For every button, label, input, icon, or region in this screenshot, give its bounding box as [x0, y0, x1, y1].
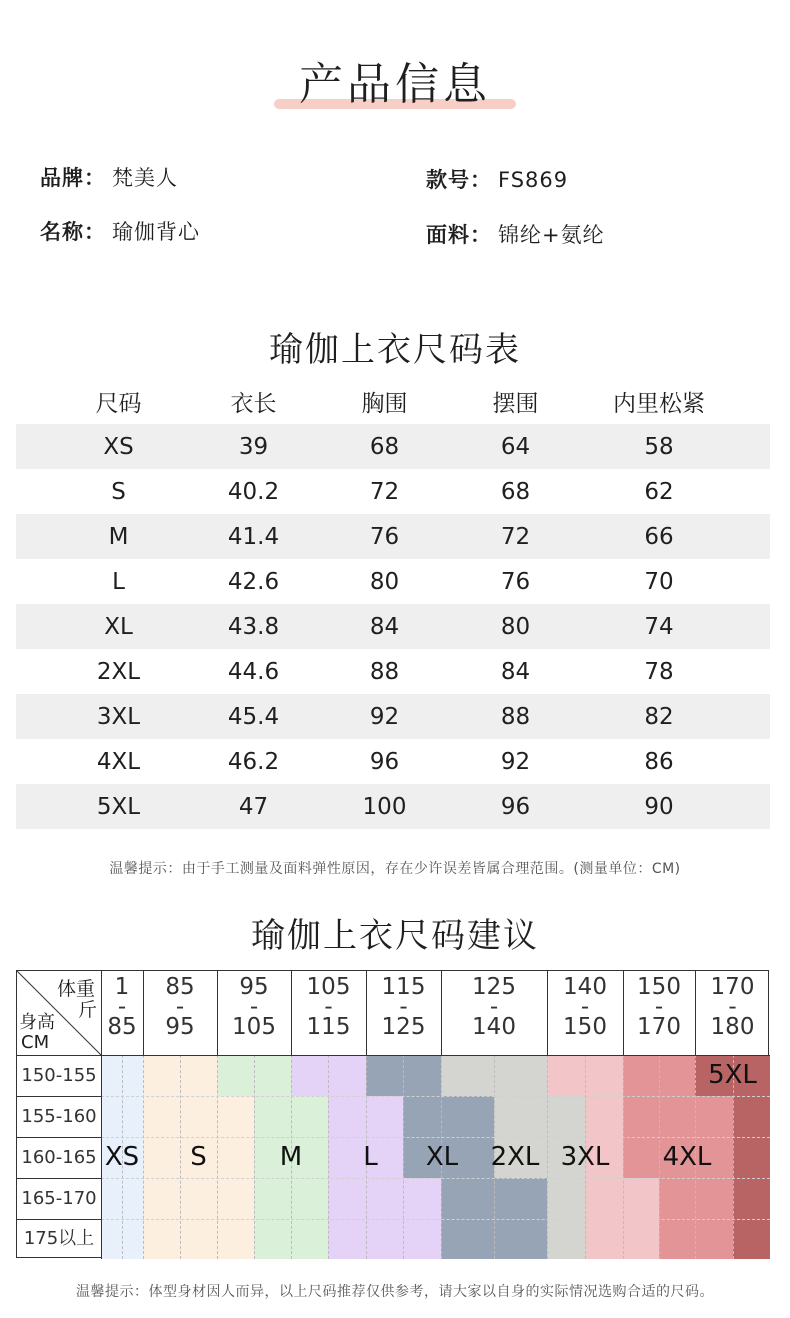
table-row — [16, 784, 770, 829]
cell-length: 42.6 — [227, 568, 280, 595]
weight-range-part: 115 — [306, 1014, 351, 1040]
info-name — [40, 218, 200, 246]
weight-range-part: - — [249, 994, 259, 1020]
page-title: 产品信息 — [299, 59, 491, 110]
weight-range-header — [217, 974, 291, 1040]
cell-chest: 68 — [369, 433, 400, 460]
cell-chest: 96 — [369, 748, 400, 775]
weight-range-part: 140 — [472, 1014, 516, 1040]
size-table-header-row — [16, 378, 770, 424]
weight-range-part: 85 — [165, 974, 195, 1000]
corner-height-label: 身高 — [19, 1012, 55, 1033]
weight-range-header — [366, 974, 441, 1040]
weight-range-part: - — [399, 994, 408, 1020]
cell-hem: 84 — [500, 658, 531, 685]
height-row-label: 160-165 — [21, 1147, 97, 1168]
height-row-label: 165-170 — [21, 1188, 97, 1209]
info-style-no — [426, 166, 568, 194]
weight-range-part: - — [175, 994, 185, 1020]
grid-dash-h — [101, 1178, 770, 1179]
weight-range-part: 105 — [306, 974, 351, 1000]
size-label: M — [279, 1142, 303, 1172]
size-table-title: 瑜伽上衣尺码表 — [269, 330, 521, 370]
cell-length: 47 — [238, 793, 269, 820]
size-label: 5XL — [708, 1060, 757, 1090]
size-table-note: 温馨提示：由于手工测量及面料弹性原因，存在少许误差皆属合理范围。(测量单位：CM) — [109, 861, 681, 877]
weight-range-part: 150 — [637, 974, 681, 1000]
weight-range-part: 150 — [563, 1014, 607, 1040]
weight-range-header — [441, 974, 547, 1040]
height-row-label: 150-155 — [21, 1065, 97, 1086]
table-row — [16, 424, 770, 469]
corner-height-unit: CM — [21, 1032, 50, 1053]
header-chest: 胸围 — [361, 390, 408, 417]
info-value: 锦纶+氨纶 — [498, 223, 605, 247]
cell-hem: 68 — [500, 478, 531, 505]
cell-inner-elastic: 74 — [644, 613, 674, 640]
cell-inner-elastic: 90 — [644, 793, 674, 820]
cell-hem: 92 — [500, 748, 531, 775]
corner-weight-unit: 斤 — [78, 999, 98, 1021]
cell-size: XS — [103, 433, 134, 460]
size-label: L — [363, 1142, 378, 1172]
cell-chest: 84 — [369, 613, 400, 640]
weight-range-part: 95 — [165, 1014, 195, 1040]
grid-dash-v — [403, 1055, 404, 1259]
table-row — [16, 739, 770, 784]
cell-size: 4XL — [96, 748, 141, 775]
weight-range-part: - — [654, 994, 664, 1020]
cell-length: 43.8 — [227, 613, 280, 640]
grid-dash-h — [101, 1219, 770, 1220]
cell-size: L — [112, 568, 125, 595]
weight-range-part: 115 — [381, 974, 426, 1000]
grid-dash-v — [217, 1055, 218, 1259]
cell-inner-elastic: 66 — [644, 523, 674, 550]
cell-size: M — [108, 523, 129, 550]
grid-dash-v — [623, 1055, 624, 1259]
cell-size: XL — [104, 613, 133, 640]
cell-chest: 76 — [369, 523, 400, 550]
cell-length: 40.2 — [227, 478, 280, 505]
cell-length: 44.6 — [227, 658, 280, 685]
weight-range-header — [695, 974, 770, 1040]
table-row — [16, 559, 770, 604]
cell-hem: 88 — [500, 703, 531, 730]
size-label: XL — [425, 1142, 459, 1172]
weight-range-part: - — [117, 994, 127, 1020]
height-row-label: 155-160 — [21, 1106, 97, 1127]
table-row — [16, 514, 770, 559]
header-size: 尺码 — [95, 390, 142, 417]
cell-hem: 96 — [500, 793, 531, 820]
cell-length: 46.2 — [227, 748, 280, 775]
cell-length: 45.4 — [227, 703, 280, 730]
cell-chest: 88 — [369, 658, 400, 685]
size-table — [16, 378, 770, 829]
cell-hem: 80 — [500, 613, 531, 640]
weight-range-part: 140 — [563, 974, 607, 1000]
weight-range-header — [291, 974, 366, 1040]
info-key: 名称： — [40, 220, 106, 244]
weight-range-header — [101, 974, 143, 1040]
weight-range-part: - — [489, 994, 499, 1020]
cell-inner-elastic: 78 — [644, 658, 674, 685]
info-key: 款号： — [426, 168, 492, 192]
info-value: 瑜伽背心 — [112, 220, 200, 244]
cell-length: 41.4 — [227, 523, 280, 550]
weight-range-part: 85 — [107, 1014, 137, 1040]
header-inner-elastic: 内里松紧 — [613, 390, 705, 417]
info-value: 梵美人 — [112, 166, 178, 190]
cell-inner-elastic: 86 — [644, 748, 674, 775]
weight-range-part: - — [728, 994, 737, 1020]
cell-inner-elastic: 82 — [644, 703, 674, 730]
height-row-label: 175以上 — [23, 1228, 95, 1249]
cell-inner-elastic: 58 — [644, 433, 674, 460]
size-label: XS — [104, 1142, 140, 1172]
grid-dash-h — [101, 1096, 770, 1097]
info-key: 品牌： — [40, 166, 106, 190]
cell-size: 5XL — [96, 793, 141, 820]
cell-inner-elastic: 62 — [644, 478, 674, 505]
table-row — [16, 604, 770, 649]
cell-size: 2XL — [96, 658, 141, 685]
weight-range-part: 125 — [472, 974, 516, 1000]
cell-chest: 80 — [369, 568, 400, 595]
weight-range-part: 170 — [637, 1014, 681, 1040]
corner-weight-label: 体重 — [57, 978, 96, 1000]
weight-range-part: 170 — [710, 974, 755, 1000]
cell-hem: 64 — [500, 433, 531, 460]
cell-chest: 72 — [369, 478, 400, 505]
cell-size: 3XL — [96, 703, 141, 730]
grid-dash-v — [547, 1055, 548, 1259]
cell-hem: 76 — [500, 568, 531, 595]
weight-range-part: 105 — [232, 1014, 276, 1040]
header-length: 衣长 — [230, 390, 277, 417]
size-recommend-grid — [16, 970, 769, 1258]
header-hem: 摆围 — [492, 390, 539, 417]
grid-dash-v — [143, 1055, 144, 1259]
table-row — [16, 694, 770, 739]
table-row — [16, 469, 770, 514]
weight-range-part: 95 — [239, 974, 269, 1000]
weight-range-part: 180 — [710, 1014, 755, 1040]
weight-range-part: 125 — [381, 1014, 426, 1040]
grid-line-h — [17, 1055, 770, 1056]
size-label: 3XL — [560, 1142, 610, 1172]
weight-range-header — [623, 974, 695, 1040]
recommend-title: 瑜伽上衣尺码建议 — [251, 916, 539, 956]
size-label: 4XL — [662, 1142, 712, 1172]
weight-range-header — [143, 974, 217, 1040]
size-label: 2XL — [490, 1142, 540, 1172]
weight-range-part: 1 — [114, 974, 130, 1000]
info-value: FS869 — [498, 168, 569, 192]
weight-range-header — [547, 974, 623, 1040]
cell-inner-elastic: 70 — [644, 568, 674, 595]
weight-range-part: - — [580, 994, 590, 1020]
cell-size: S — [111, 478, 126, 505]
recommend-note: 温馨提示：体型身材因人而异，以上尺码推荐仅供参考，请大家以自身的实际情况选购合适的尺码。 — [76, 1284, 714, 1300]
info-brand — [40, 164, 178, 192]
weight-range-part: - — [324, 994, 333, 1020]
table-row — [16, 649, 770, 694]
cell-length: 39 — [238, 433, 269, 460]
info-fabric — [426, 221, 605, 249]
cell-chest: 100 — [362, 793, 407, 820]
grid-dash-v — [328, 1055, 329, 1259]
cell-chest: 92 — [369, 703, 400, 730]
size-label: S — [190, 1142, 207, 1172]
info-key: 面料： — [426, 223, 492, 247]
product-info-header — [0, 52, 790, 122]
cell-hem: 72 — [500, 523, 531, 550]
